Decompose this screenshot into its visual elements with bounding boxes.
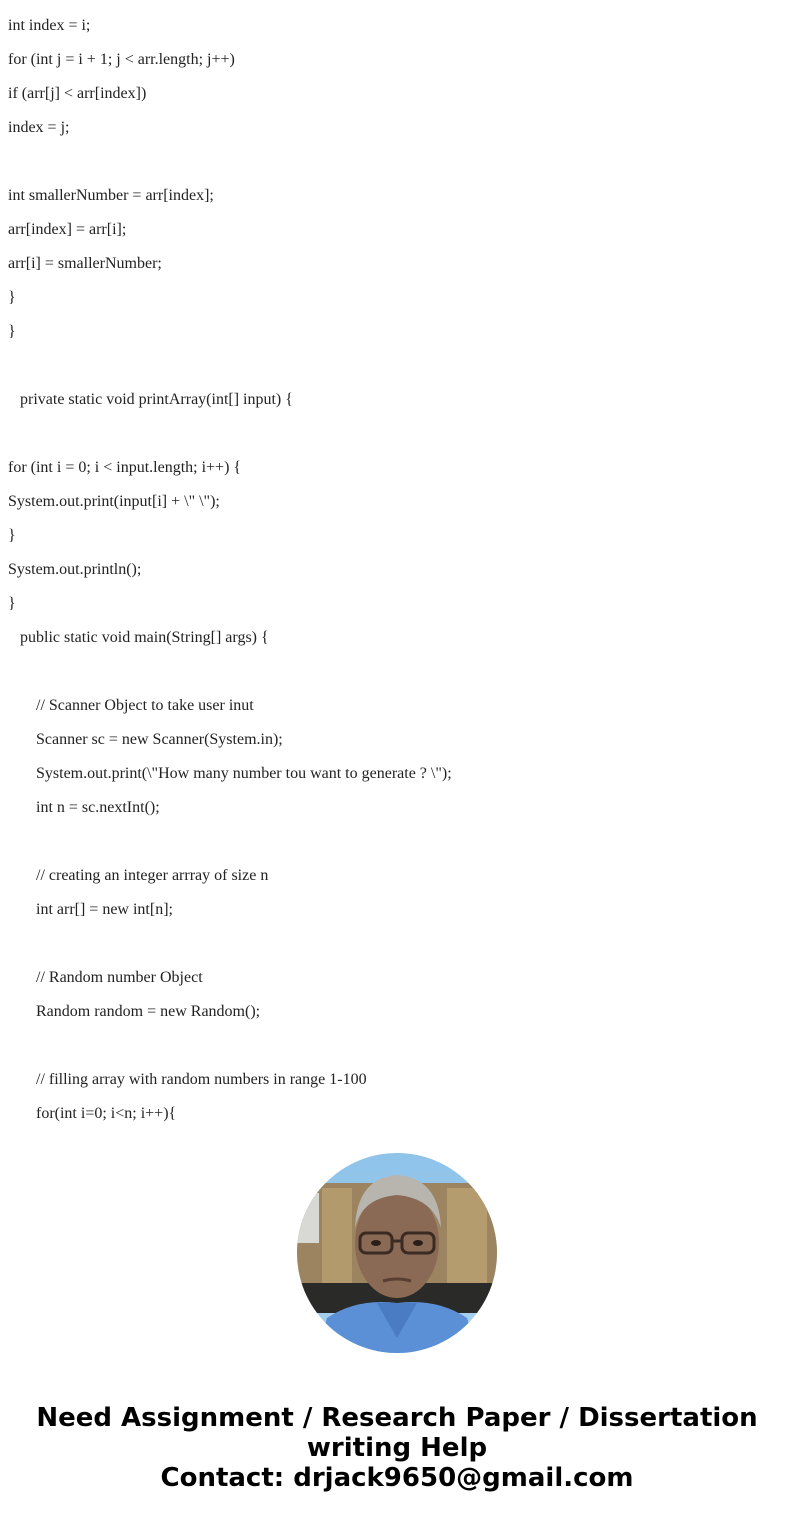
code-line: // filling array with random numbers in range 1-100 — [36, 1071, 367, 1088]
code-line: int smallerNumber = arr[index]; — [8, 187, 214, 204]
code-line: } — [8, 289, 16, 306]
banner-line-2: writing Help — [306, 1433, 488, 1463]
code-line: Scanner sc = new Scanner(System.in); — [36, 731, 283, 748]
code-line: Random random = new Random(); — [36, 1003, 261, 1020]
code-line: // creating an integer arrray of size n — [36, 867, 269, 884]
code-line: for (int i = 0; i < input.length; i++) { — [8, 459, 242, 476]
code-line: arr[index] = arr[i]; — [8, 221, 127, 238]
code-line: // Random number Object — [36, 969, 203, 986]
banner-contact-email: Contact: drjack9650@gmail.com — [160, 1463, 634, 1493]
code-line: int n = sc.nextInt(); — [36, 799, 160, 816]
avatar-photo-icon — [297, 1153, 497, 1353]
code-line: index = j; — [8, 119, 70, 136]
code-line: private static void printArray(int[] input) { — [20, 391, 293, 408]
code-line: int arr[] = new int[n]; — [36, 901, 173, 918]
code-line: } — [8, 527, 16, 544]
code-line: System.out.print(input[i] + \" \"); — [8, 493, 220, 510]
banner-line-1: Need Assignment / Research Paper / Dissertation — [36, 1403, 758, 1433]
code-line: int index = i; — [8, 17, 91, 34]
code-line: // Scanner Object to take user inut — [36, 697, 254, 714]
code-line: } — [8, 323, 16, 340]
code-line: } — [8, 595, 16, 612]
author-avatar — [297, 1153, 497, 1353]
code-line: arr[i] = smallerNumber; — [8, 255, 162, 272]
contact-banner — [0, 1403, 794, 1493]
code-line: public static void main(String[] args) { — [20, 629, 269, 646]
code-line: if (arr[j] < arr[index]) — [8, 85, 147, 102]
code-line: for (int j = i + 1; j < arr.length; j++) — [8, 51, 235, 68]
code-line: System.out.println(); — [8, 561, 142, 578]
code-line: System.out.print(\"How many number tou want to generate ? \"); — [36, 765, 452, 782]
code-line: for(int i=0; i<n; i++){ — [36, 1105, 177, 1122]
